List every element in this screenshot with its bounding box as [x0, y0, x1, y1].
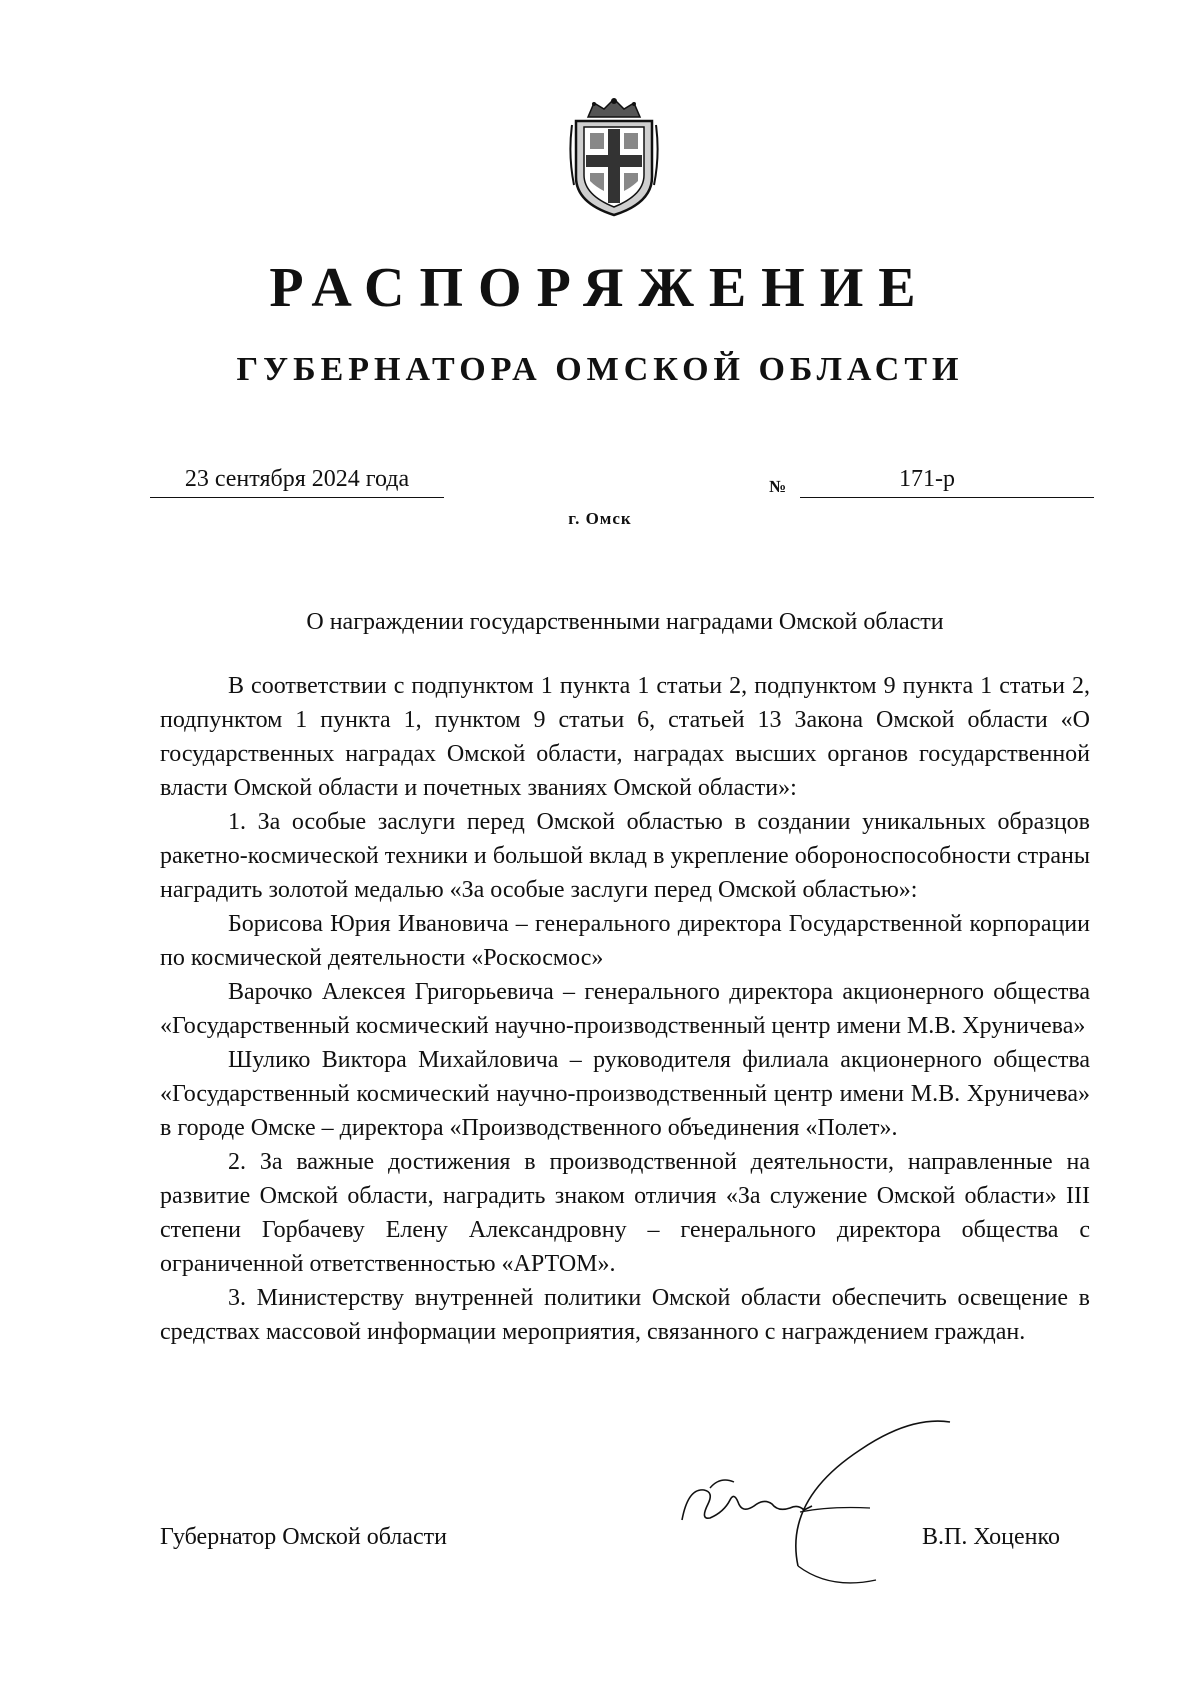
paragraph-awardee-1: Борисова Юрия Ивановича – генерального директора Государственной корпорации по космической деятельности «Роскосмос» [160, 911, 1090, 971]
number-text: 171-р [899, 466, 955, 492]
paragraph-item-2: 2. За важные достижения в производственной деятельности, направленные на развитие Омской области, наградить знаком отличия «За служение Омской области» III степени Горбачеву Елену Александровну – генерального директора общества с ограниченной ответственностью «АРТОМ». [160, 1149, 1090, 1277]
document-date [150, 467, 444, 498]
signatory-name: В.П. Хоценко [922, 1524, 1060, 1550]
document-number [800, 467, 1094, 498]
document-title: РАСПОРЯЖЕНИЕ [269, 257, 931, 319]
signature-icon [680, 1380, 1100, 1600]
number-sign: № [769, 477, 787, 496]
document-subject: О награждении государственными наградами Омской области [306, 609, 944, 635]
date-text: 23 сентября 2024 года [184, 466, 410, 492]
document-subtitle: ГУБЕРНАТОРА ОМСКОЙ ОБЛАСТИ [236, 351, 964, 388]
paragraph-preamble: В соответствии с подпунктом 1 пункта 1 статьи 2, подпунктом 9 пункта 1 статьи 2, подпунктом 1 пункта 1, пунктом 9 статьи 6, статьей 13 Закона Омской области «О государственных наградах Омской области, наградах высших органов государственной власти Омской области и почетных званиях Омской области»: [160, 673, 1090, 801]
paragraph-awardee-3: Шулико Виктора Михайловича – руководителя филиала акционерного общества «Государственный космический научно-производственный центр имени М.В. Хруничева» в городе Омске – директора «Производственного объединения «Полет». [160, 1047, 1090, 1141]
document-body [160, 669, 1090, 1349]
paragraph-item-1: 1. За особые заслуги перед Омской областью в создании уникальных образцов ракетно-космической техники и большой вклад в укрепление обороноспособности страны наградить золотой медалью «За особые заслуги перед Омской областью»: [160, 809, 1090, 903]
paragraph-item-3: 3. Министерству внутренней политики Омской области обеспечить освещение в средствах массовой информации мероприятия, связанного с награждением граждан. [160, 1285, 1090, 1345]
signatory-position: Губернатор Омской области [160, 1524, 447, 1550]
paragraph-awardee-2: Варочко Алексея Григорьевича – генерального директора акционерного общества «Государственный космический научно-производственный центр имени М.В. Хруничева» [160, 979, 1090, 1039]
coat-of-arms-icon [566, 95, 662, 219]
document-city: г. Омск [568, 509, 632, 528]
